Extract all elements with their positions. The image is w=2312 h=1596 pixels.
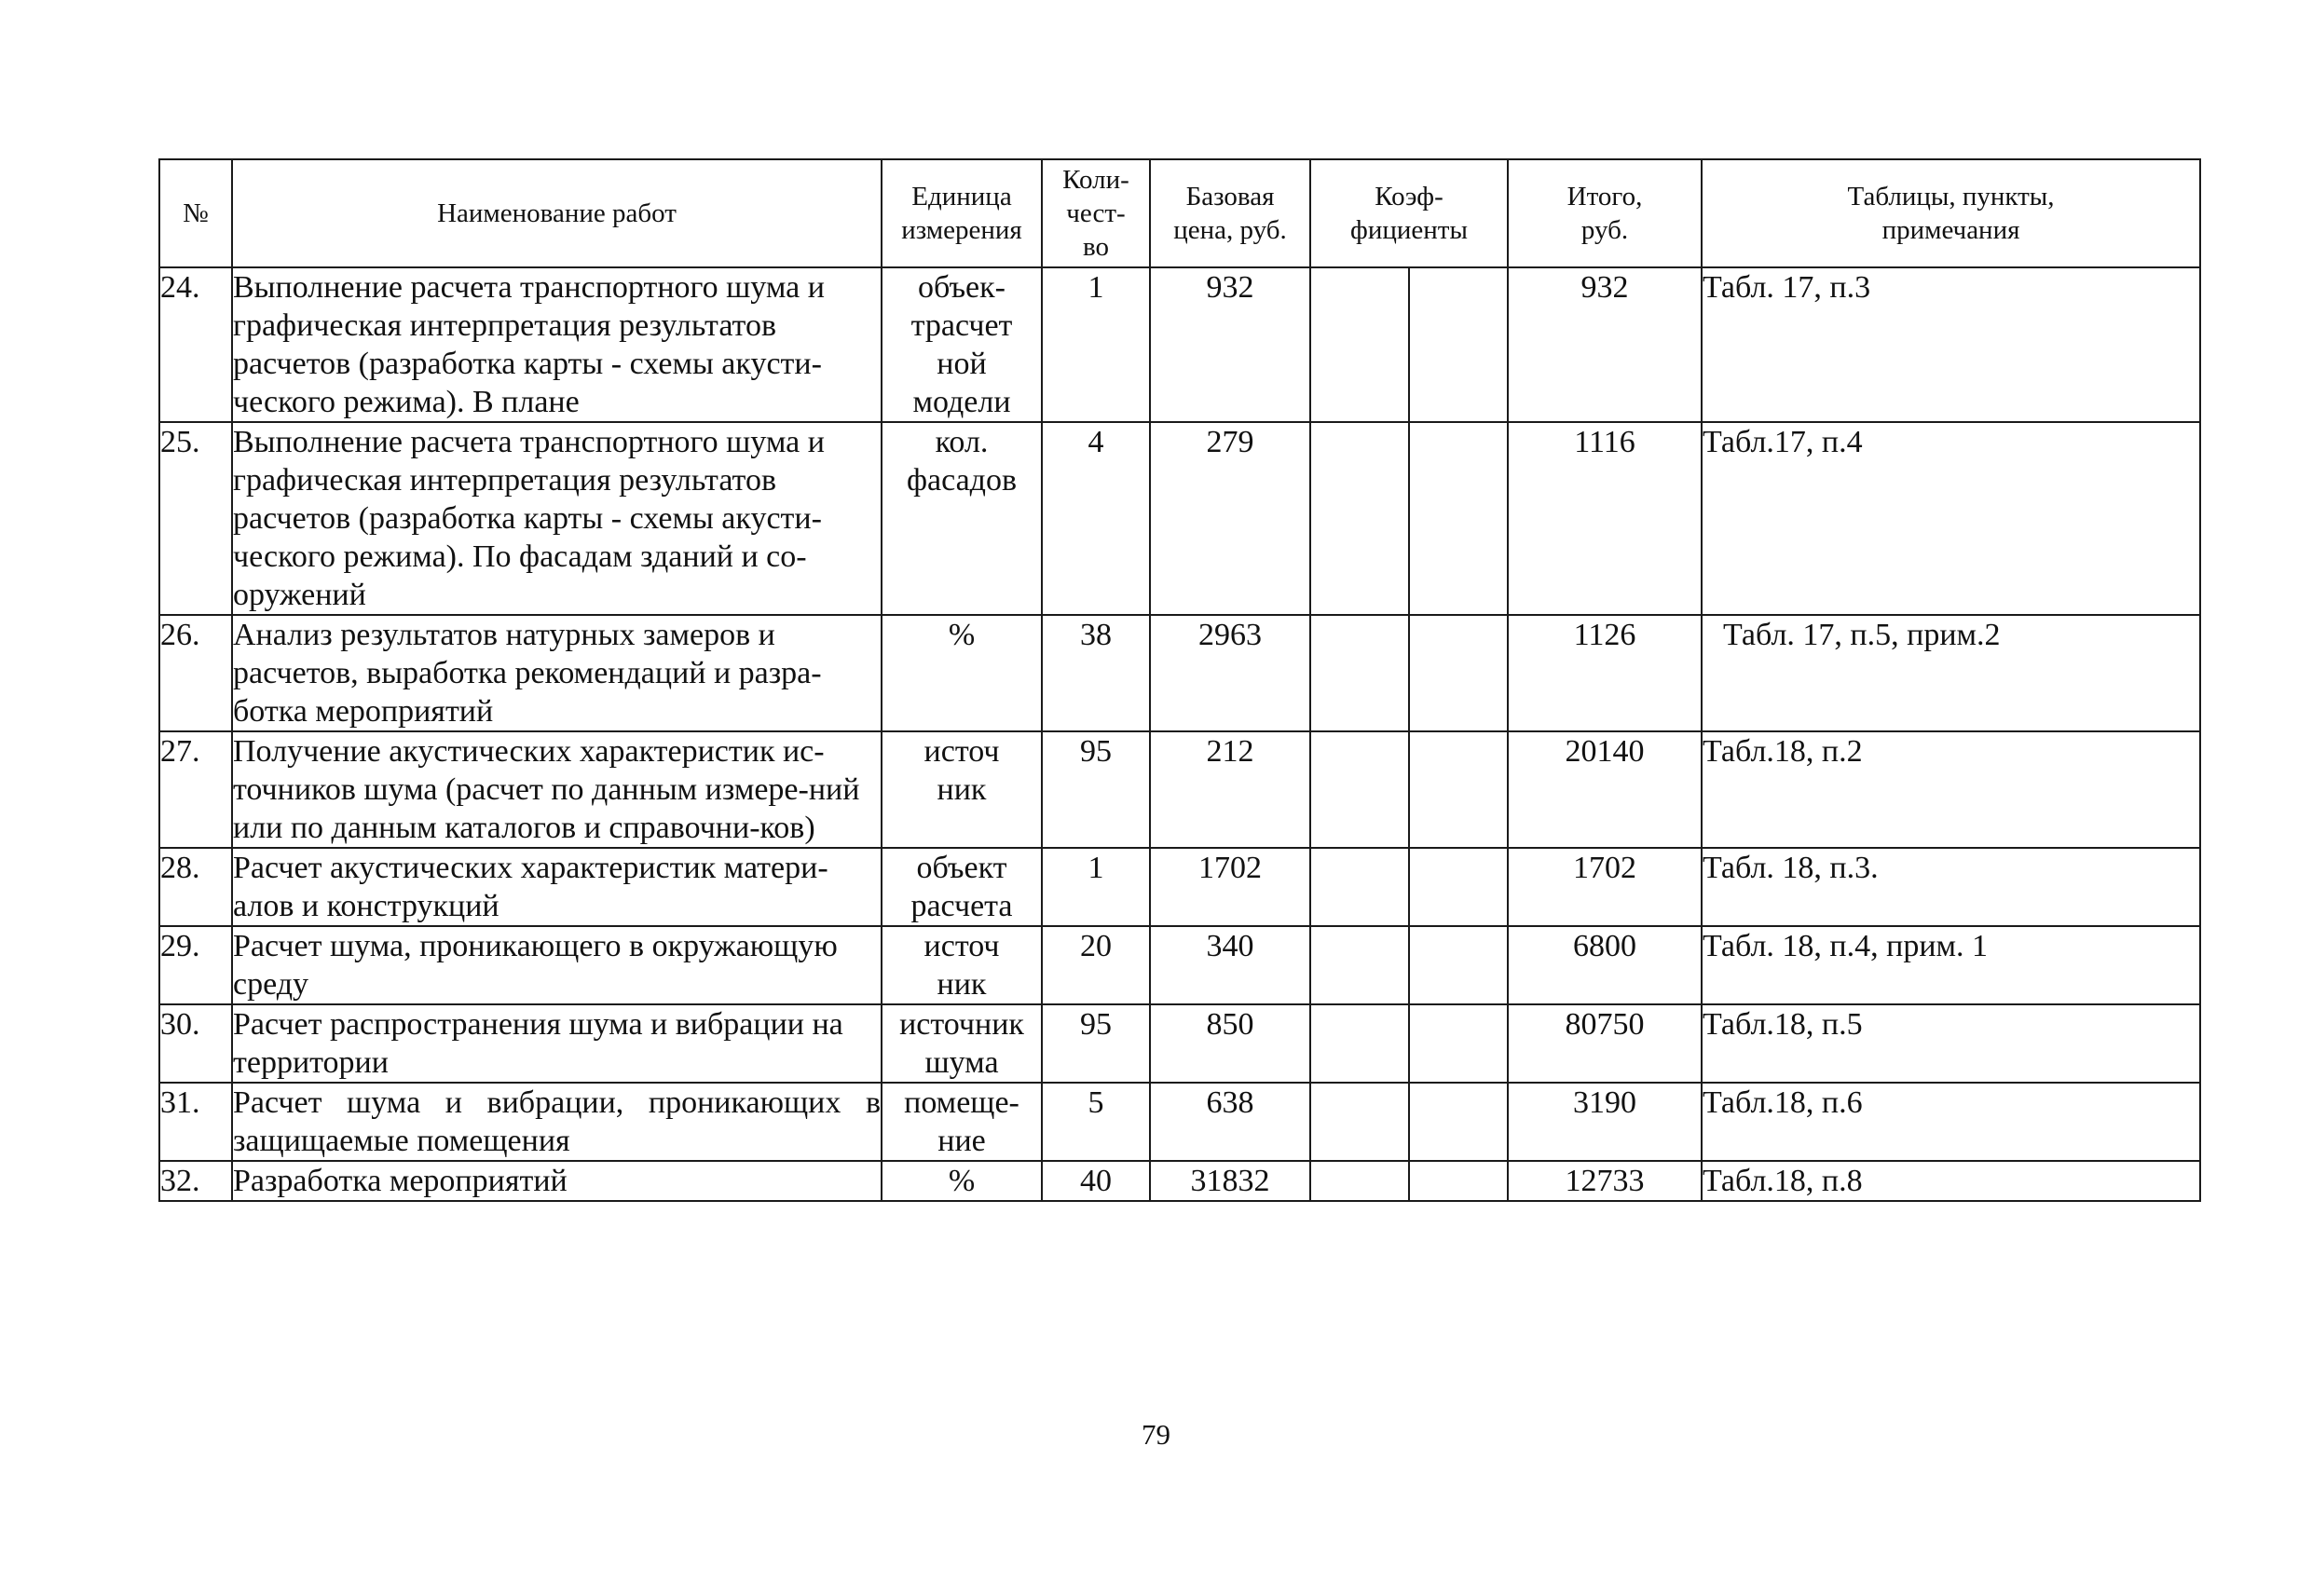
row-qty: 5	[1042, 1083, 1150, 1161]
row-qty: 40	[1042, 1161, 1150, 1201]
table-row	[159, 848, 2200, 926]
header-qty-text: Коли-чест-во	[1062, 165, 1129, 262]
row-coef-1	[1310, 1083, 1409, 1161]
row-unit-text: источ ник	[923, 734, 1000, 807]
row-price: 1702	[1150, 848, 1310, 926]
row-price: 850	[1150, 1004, 1310, 1083]
row-total: 80750	[1508, 1004, 1702, 1083]
row-name: Расчет шума и вибрации, проникающих в защищаемые помещения	[232, 1083, 882, 1161]
row-unit-text: источ ник	[923, 929, 1000, 1002]
table-row	[159, 926, 2200, 1004]
row-num: 32.	[159, 1161, 232, 1201]
row-unit	[882, 422, 1042, 615]
row-num: 27.	[159, 731, 232, 848]
row-coef-2	[1409, 1004, 1508, 1083]
row-ref: Табл.18, п.5	[1702, 1004, 2200, 1083]
header-price	[1150, 159, 1310, 267]
row-price: 932	[1150, 267, 1310, 422]
row-total: 12733	[1508, 1161, 1702, 1201]
row-qty: 20	[1042, 926, 1150, 1004]
row-coef-1	[1310, 267, 1409, 422]
row-price: 2963	[1150, 615, 1310, 731]
row-coef-1	[1310, 615, 1409, 731]
row-num: 30.	[159, 1004, 232, 1083]
table-row	[159, 1161, 2200, 1201]
row-coef-1	[1310, 1161, 1409, 1201]
row-total: 20140	[1508, 731, 1702, 848]
row-qty: 1	[1042, 267, 1150, 422]
header-total	[1508, 159, 1702, 267]
row-unit	[882, 1004, 1042, 1083]
header-num: №	[159, 159, 232, 267]
row-ref: Табл.18, п.8	[1702, 1161, 2200, 1201]
row-qty: 4	[1042, 422, 1150, 615]
table-row	[159, 1004, 2200, 1083]
row-ref: Табл. 17, п.5, прим.2	[1702, 615, 2200, 731]
page-number: 79	[1142, 1418, 1170, 1451]
row-qty: 95	[1042, 731, 1150, 848]
row-coef-2	[1409, 615, 1508, 731]
row-name: Выполнение расчета транспортного шума и графическая интерпретация результатов расчетов (разработка карты - схемы акусти-ческого режима). По фасадам зданий и со-оружений	[232, 422, 882, 615]
header-total-text: Итого, руб.	[1566, 182, 1643, 245]
header-qty	[1042, 159, 1150, 267]
row-ref: Табл.18, п.6	[1702, 1083, 2200, 1161]
row-price: 279	[1150, 422, 1310, 615]
row-unit-text: кол. фасадов	[906, 425, 1018, 498]
header-coef-text: Коэф-фициенты	[1350, 182, 1468, 245]
header-price-text: Базовая цена, руб.	[1173, 182, 1287, 245]
row-coef-1	[1310, 731, 1409, 848]
works-table	[158, 158, 2201, 1202]
row-name: Расчет акустических характеристик матери-алов и конструкций	[232, 848, 882, 926]
row-price: 212	[1150, 731, 1310, 848]
header-unit	[882, 159, 1042, 267]
row-unit	[882, 1083, 1042, 1161]
row-name: Анализ результатов натурных замеров и расчетов, выработка рекомендаций и разра-ботка мероприятий	[232, 615, 882, 731]
row-total: 1702	[1508, 848, 1702, 926]
row-unit: %	[882, 1161, 1042, 1201]
table-row	[159, 267, 2200, 422]
row-coef-2	[1409, 267, 1508, 422]
row-unit	[882, 731, 1042, 848]
row-num: 31.	[159, 1083, 232, 1161]
row-coef-2	[1409, 926, 1508, 1004]
table-row	[159, 615, 2200, 731]
header-ref-text: Таблицы, пункты, примечания	[1847, 182, 2055, 245]
row-qty: 38	[1042, 615, 1150, 731]
header-coef	[1310, 159, 1508, 267]
header-name: Наименование работ	[232, 159, 882, 267]
row-price: 638	[1150, 1083, 1310, 1161]
row-coef-1	[1310, 848, 1409, 926]
row-price: 340	[1150, 926, 1310, 1004]
row-unit-text: источник шума	[899, 1007, 1024, 1080]
row-num: 26.	[159, 615, 232, 731]
header-unit-text: Единица измерения	[901, 182, 1022, 245]
row-unit-text: помеще-ние	[904, 1085, 1019, 1158]
row-coef-2	[1409, 1083, 1508, 1161]
header-ref	[1702, 159, 2200, 267]
row-unit-text: объект расчета	[910, 851, 1013, 923]
row-price: 31832	[1150, 1161, 1310, 1201]
row-num: 29.	[159, 926, 232, 1004]
row-total: 3190	[1508, 1083, 1702, 1161]
table-row	[159, 1083, 2200, 1161]
row-name: Расчет шума, проникающего в окружающую среду	[232, 926, 882, 1004]
row-ref: Табл.18, п.2	[1702, 731, 2200, 848]
row-coef-2	[1409, 848, 1508, 926]
row-ref: Табл.17, п.4	[1702, 422, 2200, 615]
row-coef-2	[1409, 422, 1508, 615]
row-total: 1116	[1508, 422, 1702, 615]
row-unit: %	[882, 615, 1042, 731]
row-coef-2	[1409, 731, 1508, 848]
row-total: 6800	[1508, 926, 1702, 1004]
row-name: Расчет распространения шума и вибрации на территории	[232, 1004, 882, 1083]
row-num: 25.	[159, 422, 232, 615]
row-unit-text: объек-трасчет ной модели	[910, 270, 1013, 419]
row-name: Разработка мероприятий	[232, 1161, 882, 1201]
table-row	[159, 422, 2200, 615]
row-ref: Табл. 18, п.4, прим. 1	[1702, 926, 2200, 1004]
row-name: Получение акустических характеристик ис-точников шума (расчет по данным измере-ний или по данным каталогов и справочни-ков)	[232, 731, 882, 848]
row-coef-1	[1310, 926, 1409, 1004]
row-qty: 1	[1042, 848, 1150, 926]
row-name: Выполнение расчета транспортного шума и графическая интерпретация результатов расчетов (разработка карты - схемы акусти-ческого режима). В плане	[232, 267, 882, 422]
table-header-row	[159, 159, 2200, 267]
row-num: 28.	[159, 848, 232, 926]
row-total: 932	[1508, 267, 1702, 422]
row-qty: 95	[1042, 1004, 1150, 1083]
row-coef-2	[1409, 1161, 1508, 1201]
row-unit	[882, 848, 1042, 926]
row-coef-1	[1310, 422, 1409, 615]
row-ref: Табл. 18, п.3.	[1702, 848, 2200, 926]
table-row	[159, 731, 2200, 848]
row-total: 1126	[1508, 615, 1702, 731]
row-ref: Табл. 17, п.3	[1702, 267, 2200, 422]
row-unit	[882, 926, 1042, 1004]
row-coef-1	[1310, 1004, 1409, 1083]
row-num: 24.	[159, 267, 232, 422]
row-unit	[882, 267, 1042, 422]
